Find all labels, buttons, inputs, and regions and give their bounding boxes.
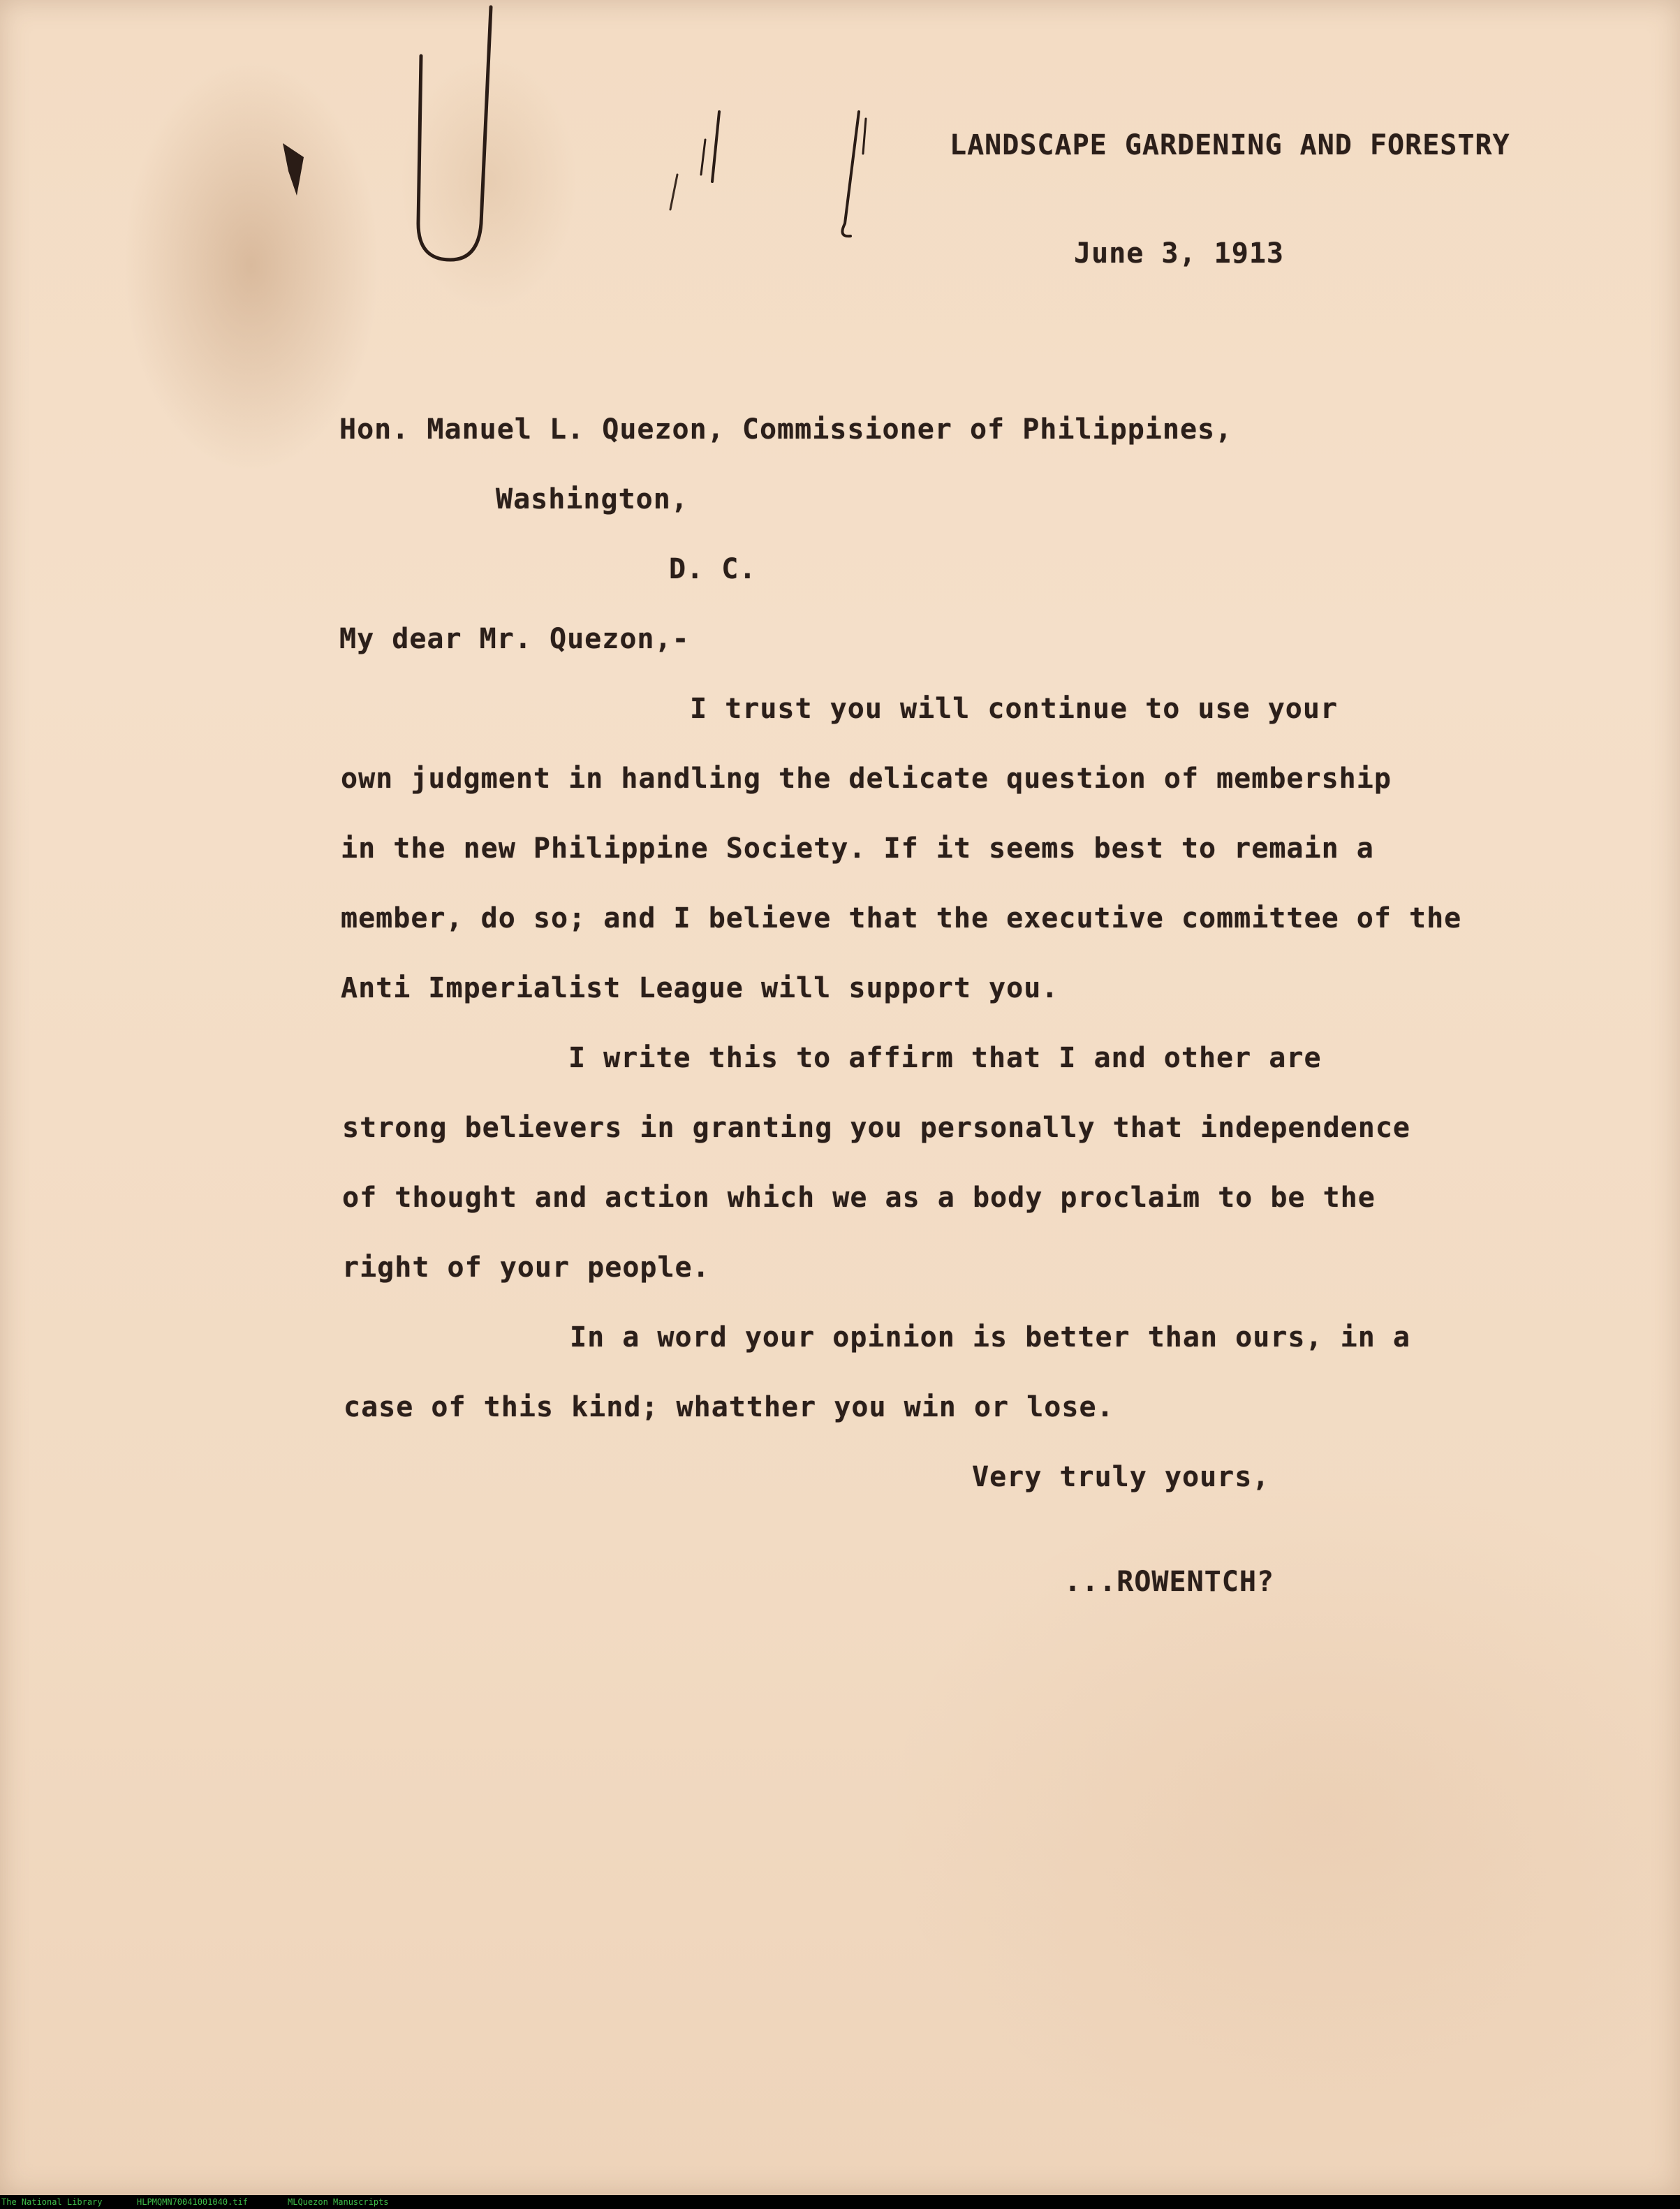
closing: Very truly yours,: [972, 1461, 1270, 1493]
body-line: of thought and action which we as a body proclaim to be the: [342, 1182, 1376, 1214]
handwritten-marks: [628, 98, 922, 279]
letterhead: LANDSCAPE GARDENING AND FORESTRY: [950, 129, 1510, 161]
torn-mark: [276, 136, 311, 199]
body-line: I trust you will continue to use your: [690, 693, 1339, 725]
salutation: My dear Mr. Quezon,-: [339, 623, 690, 655]
body-line: right of your people.: [342, 1252, 710, 1284]
letter-date: June 3, 1913: [1074, 237, 1284, 270]
body-line: Anti Imperialist League will support you.: [341, 972, 1059, 1004]
recipient-line-3: D. C.: [669, 553, 757, 585]
body-line: In a word your opinion is better than ours, in a: [570, 1321, 1410, 1353]
body-line: own judgment in handling the delicate question of membership: [341, 763, 1392, 795]
footer-file-id: HLPMQMN70041001040.tif: [137, 2197, 248, 2207]
body-line: in the new Philippine Society. If it seems best to remain a: [341, 832, 1374, 865]
recipient-line-1: Hon. Manuel L. Quezon, Commissioner of Philippines,: [339, 413, 1233, 446]
signature: ...ROWENTCH?: [1064, 1566, 1274, 1598]
recipient-line-2: Washington,: [496, 483, 688, 515]
scan-footer: [0, 2195, 1680, 2209]
body-line: strong believers in granting you personally that independence: [342, 1112, 1411, 1144]
footer-library: The National Library: [1, 2197, 103, 2207]
footer-collection: MLQuezon Manuscripts: [288, 2197, 389, 2207]
body-line: case of this kind; whatther you win or lose.: [344, 1391, 1114, 1423]
body-line: member, do so; and I believe that the executive committee of the: [341, 902, 1462, 934]
body-line: I write this to affirm that I and other are: [568, 1042, 1322, 1074]
paper-clip-mark: [408, 0, 506, 272]
